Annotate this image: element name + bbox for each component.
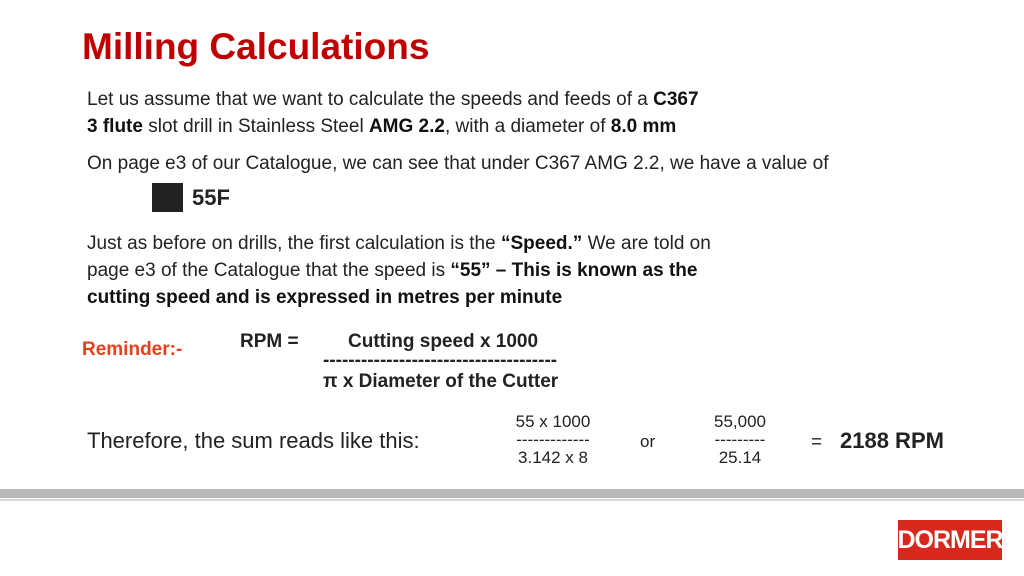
diameter-value: 8.0 mm: [610, 116, 677, 137]
fraction-1-numerator: 55 x 1000: [515, 412, 591, 431]
fraction-2-numerator: 55,000: [714, 412, 766, 431]
rpm-divider: -------------------------------------: [323, 350, 558, 371]
dormer-logo: DORMER: [898, 520, 1002, 560]
material-code: AMG 2.2: [368, 116, 445, 137]
speed-paragraph: [87, 230, 711, 311]
speed-line-1: Just as before on drills, the first calculation is the “Speed.” We are told on: [87, 233, 711, 254]
material-color-swatch: [152, 183, 183, 212]
value-code: 55F: [192, 185, 230, 210]
or-text: or: [640, 432, 656, 451]
page-title: Milling Calculations: [82, 26, 430, 67]
intro-paragraph: [87, 86, 699, 140]
fraction-1: [496, 412, 610, 468]
fraction-1-divider: -------------: [516, 430, 590, 449]
footer-band: [0, 489, 1024, 498]
rpm-lhs: RPM =: [240, 331, 299, 352]
rpm-numerator: Cutting speed x 1000: [348, 331, 539, 352]
flute-count: 3 flute: [87, 116, 143, 137]
footer-band-shadow: [0, 499, 1024, 501]
result-value: 2188 RPM: [840, 428, 944, 453]
catalogue-line: On page e3 of our Catalogue, we can see that under C367 AMG 2.2, we have a value of: [87, 153, 829, 174]
speed-line-3: cutting speed and is expressed in metres per minute: [87, 287, 563, 308]
fraction-2-denominator: 25.14: [718, 448, 762, 467]
tool-code: C367: [653, 89, 699, 110]
equals-sign: =: [811, 432, 823, 453]
fraction-2: [696, 412, 784, 468]
rpm-denominator: π x Diameter of the Cutter: [323, 371, 559, 392]
sum-text: Therefore, the sum reads like this:: [87, 428, 420, 453]
fraction-2-divider: ---------: [714, 430, 766, 449]
intro-line-1: Let us assume that we want to calculate the speeds and feeds of a C367: [87, 89, 699, 110]
intro-line-2: 3 flute slot drill in Stainless Steel AMG 2.2, with a diameter of 8.0 mm: [87, 116, 677, 137]
reminder-label: Reminder:-: [82, 339, 183, 360]
speed-line-2: page e3 of the Catalogue that the speed is “55” – This is known as the: [87, 260, 698, 281]
fraction-1-denominator: 3.142 x 8: [518, 448, 588, 467]
